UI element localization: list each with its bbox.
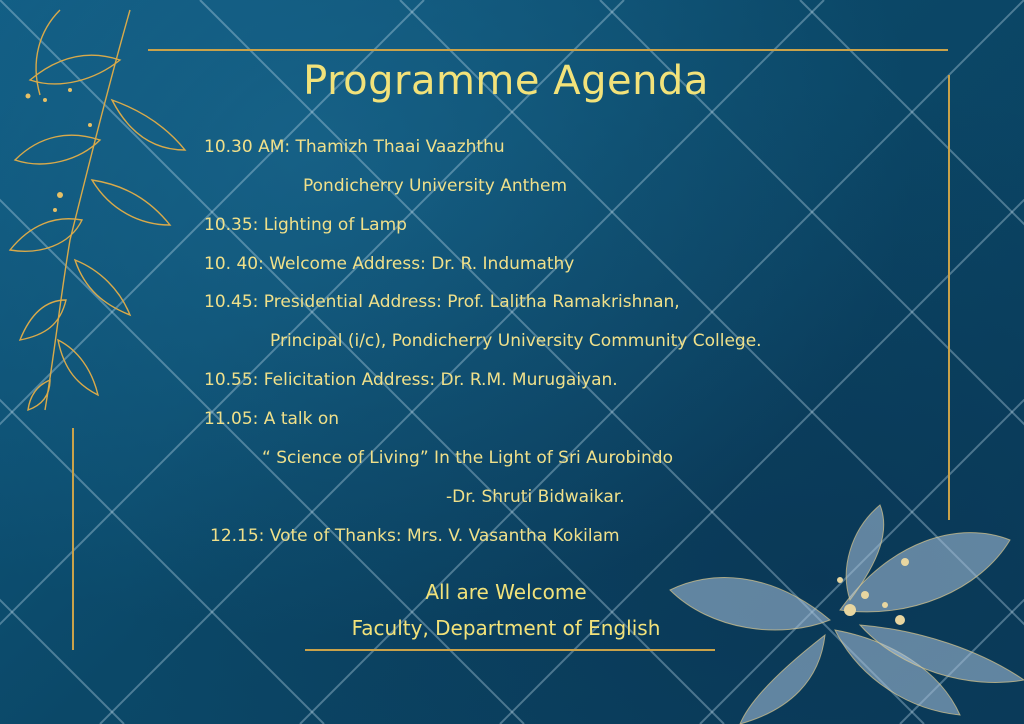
- agenda-line-10: -Dr. Shruti Bidwaikar.: [446, 487, 625, 507]
- frame-right-line: [948, 75, 950, 520]
- agenda-line-6: Principal (i/c), Pondicherry University Community College.: [270, 331, 762, 351]
- agenda-line-8: 11.05: A talk on: [204, 409, 340, 429]
- agenda-line-11: 12.15: Vote of Thanks: Mrs. V. Vasantha Kokilam: [210, 526, 620, 546]
- agenda-line-9: “ Science of Living” In the Light of Sri Aurobindo: [262, 448, 673, 468]
- agenda-line-1: 10.30 AM: Thamizh Thaai Vaazhthu: [204, 137, 505, 157]
- page-title: Programme Agenda: [303, 58, 709, 104]
- blue-leaf-cluster-decoration: [660, 500, 1024, 724]
- agenda-line-4: 10. 40: Welcome Address: Dr. R. Indumathy: [204, 254, 575, 274]
- agenda-line-5: 10.45: Presidential Address: Prof. Lalitha Ramakrishnan,: [204, 292, 680, 312]
- frame-bottom-line: [305, 649, 715, 651]
- agenda-line-3: 10.35: Lighting of Lamp: [204, 215, 407, 235]
- agenda-line-2: Pondicherry University Anthem: [303, 176, 568, 196]
- agenda-line-7: 10.55: Felicitation Address: Dr. R.M. Murugaiyan.: [204, 370, 618, 390]
- organizer-text: Faculty, Department of English: [351, 616, 661, 640]
- welcome-text: All are Welcome: [425, 580, 587, 604]
- frame-top-line: [148, 49, 948, 51]
